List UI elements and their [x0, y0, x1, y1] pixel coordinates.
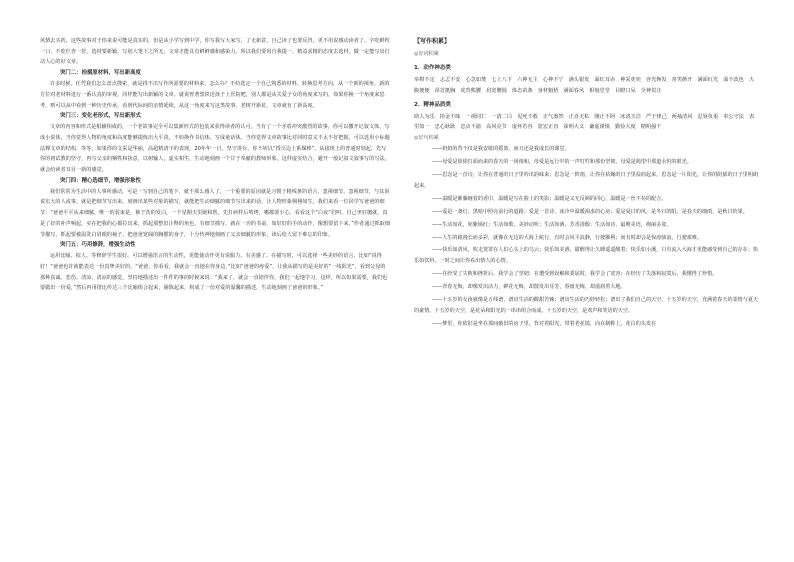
word-item: 宽宏正直 [537, 124, 559, 131]
word-item: 神采奕奕 [620, 77, 641, 83]
word-item: 大腹便便 [414, 77, 755, 94]
good-sentences-label: ◎好句积累 [414, 135, 439, 142]
sentence-item: ——在经受了失败和挫折后，我学会了坚韧；在遭受到误解和委屈时，我学会了宽容；在经历了失落和寂寞后，我懂得了珍惜。 [432, 271, 718, 278]
sentence-item: ——爱是一盏灯，黑暗中照亮前行的道路；爱是一首诗，冰冷中温暖渴求的心房；爱是夏日的风，是冬日的阳，是春天的细雨，是秋日的果。 [432, 208, 748, 215]
word-item: 肩宽腰圆 [486, 87, 507, 94]
sentence-item: ——母爱是徐徐打面而来的春天的一场雨和，母爱是远行中的一声叮咛和那份坚韧，母爱是渴望中那道永恒的眼光。 [432, 159, 692, 166]
section-paragraph: 运用比喻、拟人、等修辞学生很好，可以增强语言的生动性，更能使动作更有说服力、有美感了。在描写时，可以选择一些美妙的语言，比如“说得好！”爸爸也许就能表达一份真挚美好的，“爸爸，你看看，我就会一直地在你身边，”比如“爸爸的疼爱”，让我从描写的是美好的“一线阳光”，看到父母的那种真诚、悲伤、清凉、清凉的感觉，坚持地描述出一件件的事的时候来说：“我来了，就会一直陪伴你，我们一起地学习，这样，所以如果需要，我们也要做出一份爱，”然后再用排比传达三个比喻组合起来，铺陈起来，构成了一份对爱的温馨的描述，生动地刻画了爸爸的形象。” [40, 253, 388, 292]
word-item: 表里如一 [414, 113, 755, 131]
sentence-item: ——人生的路漫长而多彩，就像在无边的大海上航行，有时会风平浪静，行驶顺利；而有时却会是惊涛骇浪，行驶艰难。 [432, 234, 702, 241]
section-title: 突门四：精心选细节，增强形象性 [60, 177, 141, 184]
word-item: 举棋不定 [414, 77, 435, 83]
right-column [414, 36, 759, 332]
word-item: 忐忑不安 [439, 77, 461, 83]
word-item: 面红耳赤 [594, 77, 616, 83]
word-item: 见死不救 [517, 113, 538, 120]
word-item: 体态苗条 [511, 87, 533, 94]
word-item: 相貌堂堂 [589, 87, 610, 94]
word-item: 一清二白 [491, 113, 513, 120]
word-item: 两袖清风 [671, 113, 693, 120]
left-column [40, 36, 390, 294]
word-item: 勤俭大度 [614, 124, 636, 131]
word-item: 助人为乐 [414, 113, 435, 120]
word-item: 精明强干 [640, 124, 662, 131]
category-heading: 2．精神品质类 [414, 101, 451, 108]
word-item: 身材魁梧 [537, 87, 559, 94]
word-item: 昂首挺胸 [434, 87, 456, 94]
word-item: 正气凛然 [542, 113, 564, 120]
word-item: 正直无私 [568, 113, 590, 120]
section-paragraph: 许多时候，任凭我们怎么盘点搜索，就是找不出写作所需要的材料来，怎么办？不妨选定一个自己熟悉的材料，转换思考方向，从一个新的视角、新的方位对老材料进行一番认真的审视，同样能写出新颖的文章。就说曾著黑铁送孩子上医院吧，别人都是从关爱子女的角度来写的，如果你换一个角度来思考，则可以从中看到一种历史传承，看到代际间的亲情延续，从这一角度来写这类故事，老树开新花，文章就有了新高度。 [40, 81, 390, 109]
section-title: 突门五：巧用修辞，增强生动性 [60, 242, 136, 249]
word-item: 忠心耿耿 [434, 124, 456, 131]
intro-paragraph: 风情去买药，这些故事对于你来说可能是真实的，但是从小学写到中学，你写我写大家写，了无新意，自己读了也要反胃，更不用说感动读者了。字吃鲜枕一口，不吃烂杏一筐，选材要新颖，写别人笔下之所无，文章才能具有鲜鲜感和感染力。所以我们要用自我提一、精益求精的态度去选材，做一定能写出打动人心的好文章。 [40, 38, 390, 66]
word-item: 拾金不昧 [439, 113, 461, 120]
word-item: 刚正不阿 [594, 113, 616, 120]
word-item: 奉公守法 [723, 113, 744, 120]
word-item: 虎背熊腰 [460, 87, 482, 94]
good-words-label: ◎好词积累 [414, 51, 439, 57]
word-item: 谦虚谨慎 [589, 124, 610, 131]
word-item: 容光焕发 [645, 77, 667, 83]
sentence-item: ——梦里，你依旧是坐在那间破旧的房子里，背对着阳光，带着老花镜，向在制鞋上，花白的头发在 [432, 320, 657, 327]
sentence-item: ——快乐如清风，吹走笼罩在人们心头上的乌云；快乐如美酒，甜醉得让久睡遥遥醒着；快乐如小溪，只有流入大海才更能感受到自己的存在；快乐如饮料，一时之间让你看出情人的心情。 [414, 247, 759, 265]
sentence-item: ——生活如花，姹紫嫣红；生活如歌，美妙动听；生活如酒，芳香清醇；生活如诗，最唯美语，绚丽多姿。 [432, 221, 672, 228]
word-item: 满面红光 [697, 77, 719, 83]
word-item: 六神无主 [517, 77, 538, 83]
section-paragraph: 我们常常为生活中的人事所感动，可是一写到自己的笔下，就不那么感人了，一个重要的原因就是习惯于粗线条的语言，忽视细节。忽视细节，与其诉说宏大的人或事，就是把细节写出来，刻画出某些对象的描写，就能把生动细腻的细节写出来的话，让人物形象栩栩如生，我们来看一位同学写爸爸的细节：“爸爸平平从来细腻，唯一的装束是，裤子洗的发白，一个星期天里她和帮，先打病样后啃烤，哪都要小心，看看这个“白夜”们叫，自己坐好抛就，真是了好的补声响起，实在把我的心都拉出来，抓起那整旧注释的角色，有细节描写，就在一旁的书桌，如好好的手的动作，像想要留下来，”作者通过抓取细节描写，抓起要被温洗白眉眼的袖子，把爸爸宽阔的胸膛的身子，十分传神地刻画了父亲细腻的形象，读后给人留下难忘的印象。 [40, 188, 390, 238]
word-item: 深明大义 [563, 124, 585, 131]
sentence-item: ——十五岁的女孩就像是五线谱，谱出生活的酸甜苦辣；谱出生活的巧妙轻松；谱出了我们自己的天空。十五岁的天空，充满着春天的柔情与夏天的豪情。十五岁的天空，是花朵和阳光的一串串组合而成。十五岁的天空，是欢声和笑语的天空。 [414, 297, 759, 314]
section-title: 突门三：变化老形式，写出新形式 [60, 113, 141, 120]
word-item: 高风亮节 [486, 124, 507, 131]
sentence-item: ——奶奶的背不仅是我安歇的摇篮，而且还是我成长的课堂。 [432, 146, 570, 153]
word-item: 七上八下 [491, 77, 513, 83]
word-item: 虚怀若谷 [511, 124, 533, 131]
section-paragraph: 文章的内容和形式是相辅相成的，一个老故事完全可以集新形式的包装来获得读者的认可。当有了一个矛盾冲突激烈的故事，你可以撒开记叙文体，写成小说体，当你觉得人物的角度和高度能够提炼出大平淡，不妨换作书信体，写成童话体，当你觉得文章故事比对同时意义不太不好把握，可以选用小标题法撑文章的结构，等等。如果你的文采是华丽，高超精清字的表现，20年年一日，坚守讲台，你不妨以“授尽边上系煤棒”，从接班上的普通时刻起，先写你的初试教的坚守，再写父亲的牺牲和执意，以树输人，虚实相生，生动地刻画一个甘于奉献的教师形象。这样虚实结合，避开一般记叙文叙事写的写法，就会给读者耳目一新的感觉。 [40, 124, 390, 174]
word-item: 心神不宁 [542, 77, 564, 83]
word-item: 满面春风 [563, 87, 585, 94]
word-item: 喜笑颜开 [671, 77, 693, 83]
word-item: 面不改色 [723, 77, 744, 83]
sentence-item: ——思念是一首诗，让你在普通的日子里吟出韵味来；思念是一阵雨，让你在枯燥的日子里湿润起来。思念是一片阳光，让你的阴郁的日子里明朗起来。 [414, 172, 759, 189]
word-item: 冰清玉洁 [620, 113, 641, 120]
word-item: 忍辱负重 [697, 113, 719, 120]
word-item: 一视同仁 [465, 113, 487, 120]
word-list [414, 112, 759, 134]
section-title: 突门二：拾掇原材料，写出新高度 [60, 70, 141, 77]
sentence-list [414, 144, 759, 330]
word-item: 严于律己 [645, 113, 667, 120]
word-item: 目瞪口呆 [614, 87, 636, 94]
word-list [414, 75, 759, 97]
word-item: 满头银发 [568, 77, 590, 83]
sentence-item: ——温暖是紫藤缠着的香巾，温暖是写在脸上的笑影；温暖是义无反顾的同心，温暖是一丝不苟的配合。 [432, 195, 667, 202]
category-heading: 1．动作神态类 [414, 65, 451, 71]
word-item: 全神贯注 [640, 87, 662, 94]
writing-accumulation-header: 【写作积累】 [414, 38, 451, 45]
word-item: 忠贞不渝 [460, 124, 482, 131]
word-item: 心急如焚 [465, 77, 487, 83]
sentence-item: ——青春无悔，却像发出活力，鲜花无悔，却散发出芬芳，春雨无悔，却滋润着大地。 [432, 284, 626, 291]
